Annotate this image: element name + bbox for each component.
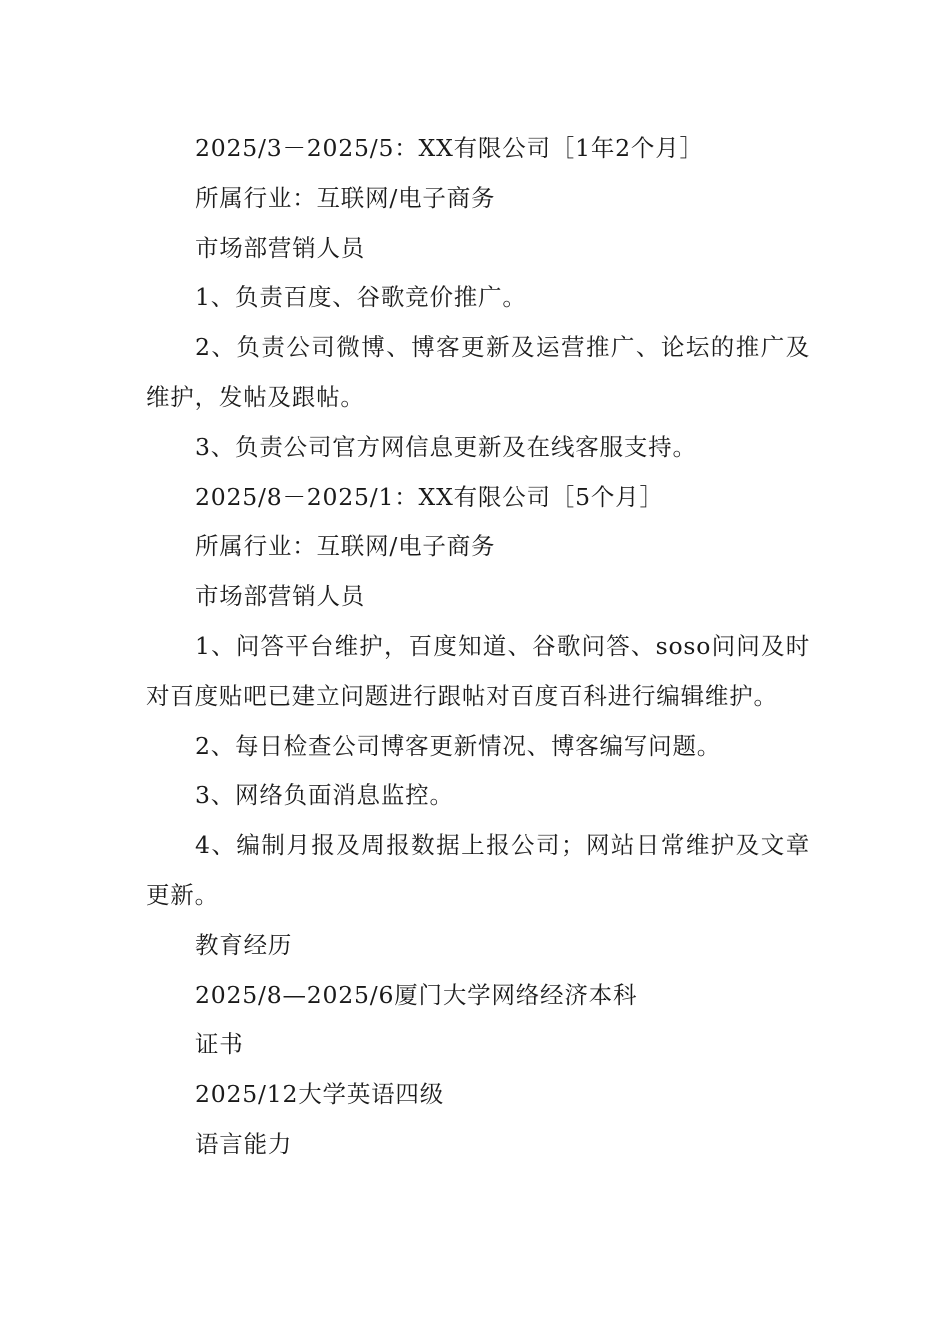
job-1-duty-2: 2、负责公司微博、博客更新及运营推广、论坛的推广及维护，发帖及跟帖。 xyxy=(146,333,810,411)
language-heading: 语言能力 xyxy=(195,1129,293,1158)
certificate-entry: 2025/12大学英语四级 xyxy=(195,1080,445,1109)
education-entry: 2025/8—2025/6厦门大学网络经济本科 xyxy=(195,980,638,1009)
job-1-period-company: 2025/3－2025/5：XX有限公司［1年2个月］ xyxy=(195,134,704,162)
job-1-duty-3: 3、负责公司官方网信息更新及在线客服支持。 xyxy=(195,432,697,461)
job-2-duty-2: 2、每日检查公司博客更新情况、博客编写问题。 xyxy=(195,731,722,760)
job-1-position: 市场部营销人员 xyxy=(195,233,366,262)
job-1-industry: 所属行业：互联网/电子商务 xyxy=(195,183,496,212)
job-2-industry: 所属行业：互联网/电子商务 xyxy=(195,532,496,561)
job-2-duty-4: 4、编制月报及周报数据上报公司；网站日常维护及文章更新。 xyxy=(146,831,810,909)
job-2-duty-1: 1、问答平台维护，百度知道、谷歌问答、soso问问及时对百度贴吧已建立问题进行跟帖对百度百科进行编辑维护。 xyxy=(146,631,810,710)
job-2-period-company: 2025/8－2025/1：XX有限公司［5个月］ xyxy=(195,482,664,511)
job-1-duty-1: 1、负责百度、谷歌竞价推广。 xyxy=(195,283,527,312)
job-2-duty-3: 3、网络负面消息监控。 xyxy=(195,781,454,810)
document-page xyxy=(146,124,810,1170)
education-heading: 教育经历 xyxy=(195,930,293,959)
job-2-position: 市场部营销人员 xyxy=(195,582,366,611)
certificate-heading: 证书 xyxy=(195,1030,244,1059)
